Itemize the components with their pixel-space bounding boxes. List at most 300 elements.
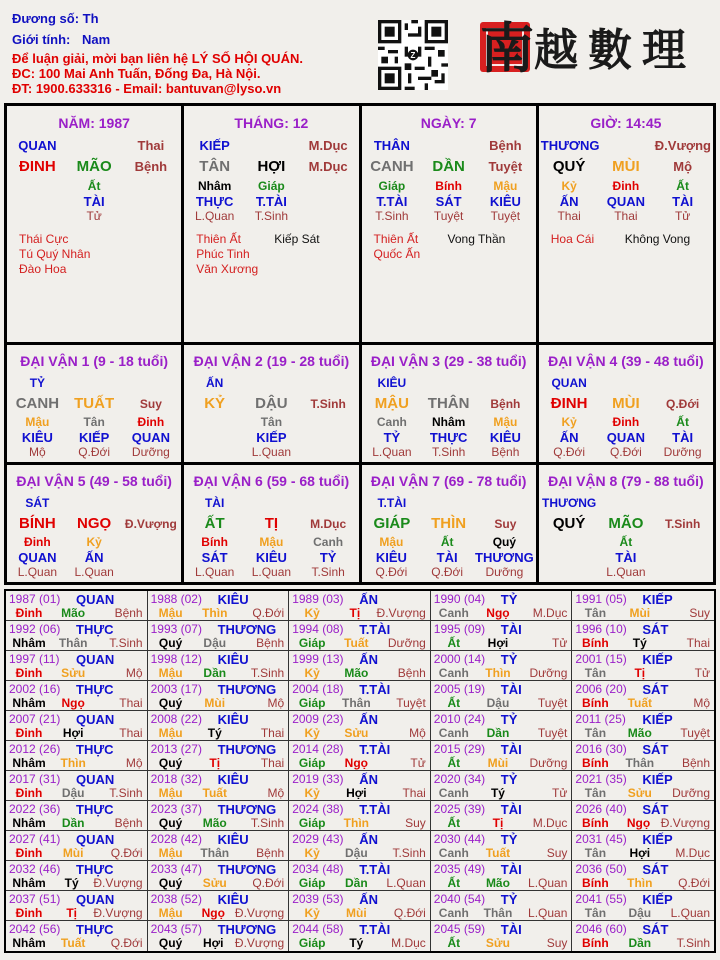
year-cell[interactable] <box>148 651 290 681</box>
year-cell[interactable] <box>289 651 431 681</box>
year-cell[interactable] <box>431 801 573 831</box>
hidden-stem <box>541 179 598 224</box>
year-cell[interactable] <box>148 681 290 711</box>
dai-van-state: M.Dục <box>310 517 347 531</box>
year-state: Thai <box>402 786 426 800</box>
year-label: 2010 (24) <box>433 712 486 726</box>
year-cell[interactable] <box>572 861 714 891</box>
pillar-hidden-row <box>541 179 711 224</box>
hidden-state: L.Quan <box>74 565 114 579</box>
year-cell[interactable] <box>6 651 148 681</box>
year-than: TÀI <box>500 682 522 697</box>
year-detail-row <box>574 816 710 830</box>
year-detail-row <box>574 726 710 740</box>
dai-van-title: ĐẠI VẬN 7 (69 - 78 tuổi) <box>370 473 527 489</box>
year-than: SÁT <box>642 862 669 877</box>
year-label: 2020 (34) <box>433 772 486 786</box>
hidden-can: Ất <box>676 179 689 193</box>
year-detail-row <box>291 876 426 890</box>
hidden-can: Mậu <box>493 179 518 193</box>
year-state: Tử <box>552 636 568 650</box>
year-cell[interactable] <box>148 591 290 621</box>
year-cell[interactable] <box>289 801 431 831</box>
year-label: 2027 (41) <box>9 832 61 846</box>
year-can: Canh <box>438 606 469 620</box>
year-state: T.Sinh <box>109 636 143 650</box>
year-cell[interactable] <box>289 711 431 741</box>
year-can: Quý <box>158 756 183 770</box>
year-detail-row <box>150 846 285 860</box>
gioi-tinh-label: Giới tính: <box>12 32 71 47</box>
hidden-than: T.TÀI <box>376 194 408 209</box>
year-label: 2029 (43) <box>292 832 344 846</box>
year-detail-row <box>150 666 285 680</box>
hidden-than: TÀI <box>672 194 694 209</box>
year-cell[interactable] <box>289 591 431 621</box>
year-cell[interactable] <box>148 741 290 771</box>
dai-van-than-row <box>9 376 179 390</box>
dai-van-hidden-row <box>186 415 356 460</box>
hidden-than: KIẾP <box>256 430 287 445</box>
year-state: Tử <box>410 756 426 770</box>
year-can: Kỷ <box>304 666 320 680</box>
hidden-than: T.TÀI <box>255 194 287 209</box>
year-state: Bệnh <box>397 666 426 680</box>
year-than: ẤN <box>359 892 378 907</box>
dai-van-state: Suy <box>494 517 517 531</box>
hidden-than: TÀI <box>672 430 694 445</box>
year-state: Đ.Vượng <box>93 906 143 920</box>
year-can: Tân <box>584 906 607 920</box>
dai-van-cell[interactable] <box>181 345 358 462</box>
hidden-state: L.Quan <box>194 565 235 579</box>
stars-left <box>551 232 594 247</box>
dai-van-can-chi-row <box>541 395 711 412</box>
year-cell[interactable] <box>572 831 714 861</box>
dai-van-hidden-row <box>364 415 534 460</box>
hidden-stem <box>420 179 477 224</box>
year-label: 2021 (35) <box>575 772 627 786</box>
year-state: Dưỡng <box>672 786 710 800</box>
year-detail-row <box>8 726 143 740</box>
star-item: Quốc Ấn <box>373 247 421 261</box>
year-than: ẤN <box>359 652 378 667</box>
year-cell[interactable] <box>431 861 573 891</box>
year-chi: Tị <box>634 666 646 680</box>
hidden-state: Q.Đới <box>431 565 464 579</box>
dai-van-cell[interactable] <box>7 465 181 582</box>
pillar-chi: DẦN <box>432 158 465 175</box>
hidden-stem <box>9 179 66 224</box>
year-cell[interactable] <box>289 891 431 921</box>
dai-van-can: BÍNH <box>19 515 56 532</box>
year-cell[interactable] <box>572 771 714 801</box>
year-than: THỰC <box>76 682 114 697</box>
year-label: 1999 (13) <box>292 652 344 666</box>
pillar-state-top: Thai <box>137 138 165 153</box>
year-state: Mộ <box>267 786 285 800</box>
year-cell[interactable] <box>148 921 290 951</box>
year-label: 2039 (53) <box>292 892 344 906</box>
year-detail-row <box>433 696 568 710</box>
dai-van-state: T.Sinh <box>664 517 701 531</box>
dai-van-cell[interactable] <box>536 465 713 582</box>
year-than: SÁT <box>642 622 669 637</box>
svg-text:Z: Z <box>410 51 416 60</box>
year-detail-row <box>291 636 426 650</box>
year-chi: Hợi <box>202 936 224 950</box>
year-chi: Dậu <box>486 696 510 710</box>
stars-right <box>625 232 690 247</box>
year-can: Đinh <box>15 906 43 920</box>
year-than: TỶ <box>500 592 518 607</box>
year-chi: Mùi <box>62 846 84 860</box>
dai-van-cell[interactable] <box>359 345 536 462</box>
hidden-than: TÀI <box>83 194 105 209</box>
hidden-than: ẤN <box>559 194 579 209</box>
year-chi: Thìn <box>60 756 86 770</box>
year-chi: Dậu <box>203 636 227 650</box>
year-detail-row <box>8 696 143 710</box>
dai-van-hidden-row <box>541 535 711 580</box>
year-chi: Tý <box>207 726 222 740</box>
year-label: 2026 (40) <box>575 802 627 816</box>
year-can: Bính <box>582 756 609 770</box>
year-state: Bệnh <box>114 606 143 620</box>
year-cell[interactable] <box>431 771 573 801</box>
dai-van-state: Q.Đới <box>666 397 700 411</box>
dai-van-than-row <box>186 496 356 510</box>
year-than: TỶ <box>500 652 518 667</box>
dai-van-cell[interactable] <box>181 465 358 582</box>
year-than: QUAN <box>76 592 115 607</box>
year-can: Nhâm <box>12 876 46 890</box>
year-than: T.TÀI <box>359 922 391 937</box>
year-than: KIÊU <box>217 712 249 727</box>
year-cell[interactable] <box>6 711 148 741</box>
year-cell[interactable] <box>572 681 714 711</box>
year-can: Quý <box>158 876 183 890</box>
pillar-state-mid: Tuyệt <box>488 159 523 174</box>
year-chi: Thân <box>625 756 655 770</box>
pillar-than-row <box>186 138 356 153</box>
year-cell[interactable] <box>289 831 431 861</box>
hidden-state: Thai <box>557 209 581 223</box>
year-can: Ất <box>447 756 461 770</box>
year-can: Mậu <box>158 666 183 680</box>
year-can: Ất <box>447 936 461 950</box>
dai-van-can: GIÁP <box>373 515 411 532</box>
year-detail-row <box>8 786 143 800</box>
dai-van-chi: THÌN <box>431 515 467 532</box>
pillar-cell[interactable] <box>7 106 181 342</box>
pillar-state-mid: Bệnh <box>134 159 168 174</box>
hidden-can: Kỷ <box>561 179 577 193</box>
year-cell[interactable] <box>6 831 148 861</box>
year-cell[interactable] <box>148 621 290 651</box>
hidden-stem <box>186 179 243 224</box>
year-than: SÁT <box>642 682 669 697</box>
year-than: SÁT <box>642 742 669 757</box>
dai-van-cell[interactable] <box>7 345 181 462</box>
year-than: TÀI <box>500 802 522 817</box>
year-detail-row <box>291 846 426 860</box>
duong-so-row <box>12 10 303 28</box>
hidden-can: Mậu <box>259 535 284 549</box>
pillar-title: NĂM: 1987 <box>58 115 130 131</box>
year-label: 2004 (18) <box>292 682 344 696</box>
year-detail-row <box>574 636 710 650</box>
year-label: 2017 (31) <box>9 772 61 786</box>
stars-left <box>374 232 421 262</box>
year-cell[interactable] <box>6 861 148 891</box>
contact-line-3[interactable]: ĐT: 1900.633316 - Email: bantuvan@lyso.vn <box>12 81 282 96</box>
hidden-state: Tuyệt <box>433 209 464 223</box>
year-cell[interactable] <box>431 711 573 741</box>
year-cell[interactable] <box>431 921 573 951</box>
year-state: Mộ <box>693 696 710 710</box>
dai-van-title: ĐẠI VẬN 1 (9 - 18 tuổi) <box>20 353 169 369</box>
year-state: Thai <box>119 726 143 740</box>
dai-van-cell[interactable] <box>359 465 536 582</box>
year-cell[interactable] <box>572 651 714 681</box>
year-can: Bính <box>582 816 609 830</box>
year-cell[interactable] <box>148 831 290 861</box>
hidden-stem <box>300 415 357 460</box>
year-cell[interactable] <box>148 861 290 891</box>
year-can: Quý <box>158 696 183 710</box>
hidden-state: L.Quan <box>17 565 58 579</box>
pillar-title: GIỜ: 14:45 <box>590 115 662 131</box>
duong-so-label: Đương số: <box>12 11 80 26</box>
dai-van-hidden-row <box>9 415 179 460</box>
year-cell[interactable] <box>431 741 573 771</box>
year-than: TÀI <box>500 622 522 637</box>
hidden-state: T.Sinh <box>431 445 466 459</box>
year-state: Suy <box>405 816 426 830</box>
year-cell[interactable] <box>572 711 714 741</box>
year-than: KIẾP <box>642 832 673 847</box>
pillar-chi: MÙI <box>612 158 640 175</box>
year-than: TỶ <box>500 772 518 787</box>
year-than: THỰC <box>76 862 114 877</box>
year-cell[interactable] <box>431 591 573 621</box>
year-cell[interactable] <box>431 621 573 651</box>
year-chi: Sửu <box>202 876 227 890</box>
year-than: TỶ <box>500 832 518 847</box>
year-chi: Tị <box>66 906 77 920</box>
year-detail-row <box>150 876 285 890</box>
year-cell[interactable] <box>6 591 148 621</box>
year-label: 2008 (22) <box>150 712 202 726</box>
dai-van-than: ẤN <box>205 376 224 390</box>
hidden-state: T.Sinh <box>311 565 345 579</box>
year-than: THƯƠNG <box>217 742 277 757</box>
year-cell[interactable] <box>6 921 148 951</box>
year-detail-row <box>291 906 426 920</box>
year-label: 1989 (03) <box>292 592 344 606</box>
year-cell[interactable] <box>6 771 148 801</box>
year-cell[interactable] <box>148 891 290 921</box>
hidden-stem <box>598 179 655 224</box>
year-than: KIÊU <box>217 892 249 907</box>
pillar-cell[interactable] <box>359 106 536 342</box>
hidden-stem <box>541 535 598 580</box>
year-detail-row <box>8 666 143 680</box>
dai-van-than: QUAN <box>551 376 587 390</box>
year-cell[interactable] <box>572 891 714 921</box>
hidden-than: THƯƠNG <box>475 550 534 565</box>
year-chi: Hợi <box>487 636 509 650</box>
hidden-stem <box>654 179 711 224</box>
dai-van-chi: NGỌ <box>77 515 112 532</box>
year-cell[interactable] <box>572 921 714 951</box>
year-chi: Mão <box>202 816 227 830</box>
year-state: Thai <box>260 726 285 740</box>
pillar-state-top: Bệnh <box>489 138 522 153</box>
dai-van-can-chi-row <box>364 395 534 412</box>
year-can: Kỷ <box>304 786 320 800</box>
year-can: Đinh <box>15 606 43 620</box>
hidden-stem <box>598 535 655 580</box>
hidden-state: L.Quan <box>194 209 235 223</box>
year-cell[interactable] <box>572 801 714 831</box>
year-label: 1987 (01) <box>9 592 61 606</box>
year-chi: Ngọ <box>344 756 368 770</box>
hidden-stem <box>243 179 300 224</box>
hidden-than: SÁT <box>435 194 462 209</box>
year-than: QUAN <box>76 772 115 787</box>
year-cell[interactable] <box>289 861 431 891</box>
year-than: TỶ <box>500 712 518 727</box>
dai-van-chi: MÙI <box>612 395 640 412</box>
year-can: Mậu <box>158 606 183 620</box>
hidden-stem <box>123 415 180 460</box>
year-state: Dưỡng <box>529 756 568 770</box>
year-chi: Ngọ <box>486 606 510 620</box>
pillar-can: ĐINH <box>19 158 56 175</box>
year-chi: Tuất <box>344 636 369 650</box>
year-cell[interactable] <box>289 681 431 711</box>
pillar-cell[interactable] <box>181 106 358 342</box>
dai-van-than: KIÊU <box>377 376 407 390</box>
year-cell[interactable] <box>148 711 290 741</box>
hidden-than: QUAN <box>606 430 646 445</box>
year-cell[interactable] <box>431 681 573 711</box>
qr-code-icon[interactable] <box>378 20 448 90</box>
hidden-state: T.Sinh <box>375 209 409 223</box>
year-label: 2036 (50) <box>575 862 627 876</box>
hidden-than: SÁT <box>201 550 228 565</box>
hidden-can: Đinh <box>612 415 640 429</box>
hidden-stem <box>420 415 477 460</box>
pillar-cell[interactable] <box>536 106 713 342</box>
year-than: THƯƠNG <box>217 622 277 637</box>
year-chi: Mùi <box>204 696 226 710</box>
hidden-stem <box>123 179 180 224</box>
year-cell[interactable] <box>148 771 290 801</box>
dai-van-than-row <box>9 496 179 510</box>
dai-van-cell[interactable] <box>536 345 713 462</box>
pillar-than: KIẾP <box>199 138 230 153</box>
year-chi: Tuất <box>485 846 511 860</box>
year-state: Q.Đới <box>110 936 143 950</box>
contact-line-2: ĐC: 100 Mai Anh Tuấn, Đống Đa, Hà Nội. <box>12 66 261 81</box>
year-cell[interactable] <box>6 621 148 651</box>
year-can: Ất <box>447 696 461 710</box>
hidden-stem <box>477 179 534 224</box>
year-cell[interactable] <box>572 591 714 621</box>
year-cell[interactable] <box>6 801 148 831</box>
year-detail-row <box>150 696 285 710</box>
year-state: Đ.Vượng <box>234 936 285 950</box>
year-cell[interactable] <box>431 831 573 861</box>
year-cell[interactable] <box>148 801 290 831</box>
year-cell[interactable] <box>289 741 431 771</box>
year-detail-row <box>433 756 568 770</box>
year-than: KIÊU <box>217 832 249 847</box>
year-state: Bệnh <box>256 846 285 860</box>
year-state: Suy <box>546 936 568 950</box>
year-than: T.TÀI <box>359 682 391 697</box>
dai-van-than-row <box>541 496 711 510</box>
year-label: 2001 (15) <box>575 652 627 666</box>
year-cell[interactable] <box>289 621 431 651</box>
year-cell[interactable] <box>6 741 148 771</box>
year-cell[interactable] <box>572 621 714 651</box>
year-cell[interactable] <box>6 681 148 711</box>
year-cell[interactable] <box>572 741 714 771</box>
year-chi: Dậu <box>628 906 652 920</box>
pillar-than-row <box>364 138 534 153</box>
hidden-can: Mậu <box>379 535 404 549</box>
year-than: THƯƠNG <box>217 922 277 937</box>
spacer <box>66 138 123 153</box>
stars-left <box>19 232 90 277</box>
year-label: 2038 (52) <box>150 892 202 906</box>
year-detail-row <box>8 636 143 650</box>
hidden-stem <box>541 415 598 460</box>
year-than: T.TÀI <box>359 622 391 637</box>
year-cell[interactable] <box>289 771 431 801</box>
dai-van-than: TÀI <box>204 496 225 510</box>
hidden-stem <box>186 535 243 580</box>
hidden-state: L.Quan <box>372 445 412 459</box>
hidden-can: Nhâm <box>197 179 232 193</box>
year-can: Đinh <box>15 786 43 800</box>
year-label: 2042 (56) <box>9 922 61 936</box>
year-than: QUAN <box>76 832 115 847</box>
year-cell[interactable] <box>431 891 573 921</box>
year-can: Canh <box>438 666 469 680</box>
year-label: 2005 (19) <box>433 682 486 696</box>
year-cell[interactable] <box>6 891 148 921</box>
year-cell[interactable] <box>289 921 431 951</box>
year-than: THƯƠNG <box>217 862 277 877</box>
year-detail-row <box>433 606 568 620</box>
year-cell[interactable] <box>431 651 573 681</box>
year-state: T.Sinh <box>250 816 285 830</box>
year-label: 2045 (59) <box>433 922 486 936</box>
year-can: Canh <box>438 726 469 740</box>
hidden-state: Tuyệt <box>490 209 521 223</box>
year-label: 2016 (30) <box>575 742 627 756</box>
year-detail-row <box>433 816 568 830</box>
dai-van-title: ĐẠI VẬN 5 (49 - 58 tuổi) <box>16 473 172 489</box>
hidden-than: THỰC <box>429 430 468 445</box>
year-detail-row <box>574 756 710 770</box>
year-detail-row <box>150 606 285 620</box>
